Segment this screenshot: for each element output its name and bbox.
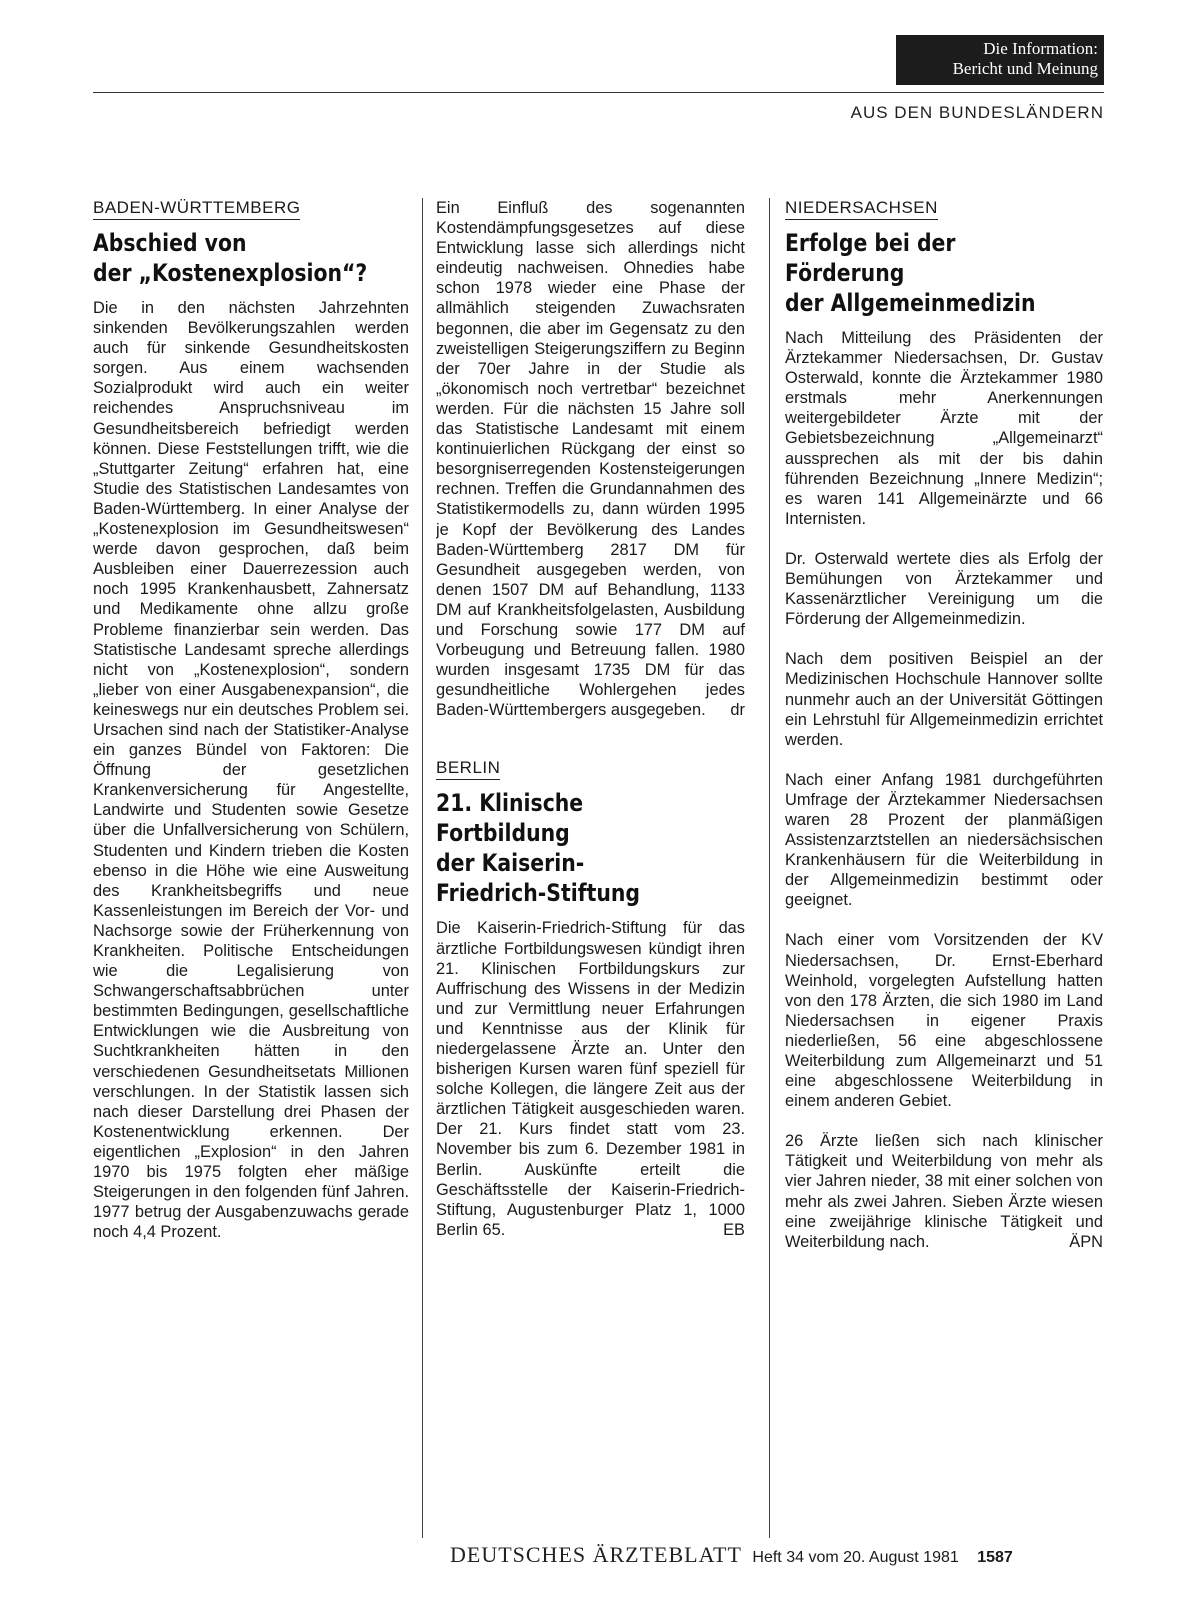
article-berlin-signature: EB: [723, 1220, 745, 1239]
article-ns-headline: [785, 228, 1103, 318]
article-ns-paragraph-5: Nach einer vom Vorsitzenden der KV Niedersachsen, Dr. Ernst-Eberhard Weinhold, vorgelegten Aufstellung hatten von den 178 Ärzten, die sich 1980 im Land Niedersachsen in eigener Praxis niederließen, 56 eine abgeschlossene Weiterbildung zum Allgemeinarzt und 51 eine abgeschlossene Weiterbildung in einem anderen Gebiet.: [785, 931, 1103, 1111]
issue-info: Heft 34 vom 20. August 1981: [752, 1549, 959, 1566]
article-berlin-headline-line4: Friedrich-Stiftung: [436, 879, 640, 908]
article-ns-paragraph-2: Dr. Osterwald wertete dies als Erfolg der Bemühungen von Ärztekammer und Kassenärztlicher Vereinigung um die Förderung der Allgemeinmedizin.: [785, 549, 1103, 629]
article-ns-headline-line3: der Allgemeinmedizin: [785, 289, 1036, 317]
article-ns-paragraph-6: [785, 1131, 1103, 1252]
article-ns-signature: ÄPN: [1069, 1232, 1103, 1251]
page-number: 1587: [977, 1549, 1013, 1566]
rubric-line-1: Die Information:: [983, 39, 1098, 58]
article-bw-body-part2: [436, 198, 745, 720]
article-berlin: [436, 758, 745, 1240]
article-bw-headline: [93, 228, 409, 288]
article-ns-paragraph-3: Nach dem positiven Beispiel an der Medizinischen Hochschule Hannover sollte nunmehr auch an der Universität Göttingen ein Lehrstuhl für Allgemeinmedizin errichtet werden.: [785, 650, 1103, 749]
article-berlin-body-text: Die Kaiserin-Friedrich-Stiftung für das ärztliche Fortbildungswesen kündigt ihren 21. Klinischen Fortbildungskurs zur Auffrischung des Wissens in der Medizin und zur Vermittlung neuer Erfahrungen und Kenntnisse aus der Klinik für niedergelassene Ärzte an. Unter den bisherigen Kursen waren fünf speziell für solche Kollegen, die längere Zeit aus der ärztlichen Tätigkeit ausgeschieden waren. Der 21. Kurs findet statt vom 23. November bis zum 6. Dezember 1981 in Berlin. Auskünfte erteilt die Geschäftsstelle der Kaiserin-Friedrich-Stiftung, Augustenburger Platz 1, 1000 Berlin 65.: [436, 919, 745, 1239]
article-bw-headline-line1: Abschied von: [93, 229, 247, 257]
column-3: [785, 198, 1103, 1538]
column-2: [436, 198, 745, 1538]
section-title: AUS DEN BUNDESLÄNDERN: [850, 103, 1104, 122]
article-bw-headline-line2: der „Kostenexplosion“?: [93, 259, 368, 287]
article-ns-paragraph-4: Nach einer Anfang 1981 durchgeführten Umfrage der Ärztekammer Niedersachsen waren 28 Prozent der planmäßigen Assistenzarztstellen an niedersächsischen Krankenhäusern für die Weiterbildung in der Allgemeinmedizin bestimmt oder geeignet.: [785, 770, 1103, 910]
article-berlin-headline-line1: 21. Klinische: [436, 789, 584, 818]
article-bw-kicker: BADEN-WÜRTTEMBERG: [93, 198, 300, 220]
article-berlin-body: [436, 918, 745, 1240]
article-bw-body-part2-text: Ein Einfluß des sogenannten Kostendämpfungsgesetzes auf diese Entwicklung lasse sich allerdings nicht eindeutig nachweisen. Ohnedies habe schon 1978 wieder eine Phase der allmählich steigenden Zuwachsraten begonnen, die aber im Gegensatz zu den zweistelligen Steigerungsziffern zu Beginn der 70er Jahre in der Studie als „ökonomisch noch vertretbar“ bezeichnet werden. Für die nächsten 15 Jahre soll das Statistische Landesamt mit einem kontinuierlichen Rückgang der einst so besorgniserregenden Kostensteigerungen rechnen. Treffen die Grundannahmen des Statistikermodells zu, dann würden 1995 je Kopf der Bevölkerung des Landes Baden-Württemberg 2817 DM für Gesundheit ausgegeben werden, von denen 1507 DM auf Behandlung, 1133 DM auf Krankheitsfolgelasten, Ausbildung und Forschung sowie 177 DM auf Vorbeugung und Betreuung fallen. 1980 wurden insgesamt 1735 DM für das gesundheitliche Wohlergehen jedes Baden-Württembergers ausgegeben.: [436, 199, 745, 720]
article-ns-kicker: NIEDERSACHSEN: [785, 198, 938, 220]
article-ns-headline-line1: Erfolge bei der: [785, 229, 956, 257]
journal-name: DEUTSCHES ÄRZTEBLATT: [450, 1542, 742, 1567]
article-berlin-headline-line3: der Kaiserin-: [436, 849, 585, 878]
rubric-line-2: Bericht und Meinung: [952, 59, 1098, 78]
page-footer: [450, 1542, 1104, 1572]
article-bw-body-part1: Die in den nächsten Jahrzehnten sinkenden Bevölkerungszahlen werden auch für sinkende Gesundheitskosten sorgen. Aus einem wachsenden Sozialprodukt wird auch ein weiter reichendes Anspruchsniveau im Gesundheitsbereich befriedigt werden können. Diese Feststellungen trifft, wie die „Stuttgarter Zeitung“ erfahren hat, eine Studie des Statistischen Landesamtes von Baden-Württemberg. In einer Analyse der „Kostenexplosion im Gesundheitswesen“ werde davon gesprochen, daß beim Ausbleiben einer Dauerrezession auch noch 1995 Krankenhausbett, Zahnersatz und Medikamente ohne allzu große Probleme finanzierbar sein werden. Das Statistische Landesamt spreche allerdings nicht von „Kostenexplosion“, sondern „lieber von einer Ausgabenexpansion“, die keineswegs nur ein deutsches Problem sei. Ursachen sind nach der Statistiker-Analyse ein ganzes Bündel von Faktoren: Die Öffnung der gesetzlichen Krankenversicherung für Angestellte, Landwirte und Studenten sowie Gesetze über die Unfallversicherung von Schülern, Studenten und Kindern trieben die Kosten ebenso in die Höhe wie eine Ausweitung des Krankheitsbegriffs und neue Kassenleistungen im Bereich der Vor- und Nachsorge sowie der Früherkennung von Krankheiten. Politische Entscheidungen wie die Legalisierung von Schwangerschaftsabbrüchen unter bestimmten Bedingungen, gesellschaftliche Entwicklungen wie die Ausbreitung von Suchtkrankheiten hätten in den verschiedenen Gesundheitsetats Millionen verschlungen. In der Statistik lassen sich nach dieser Darstellung drei Phasen der Kostenentwicklung erkennen. Der eigentlichen „Explosion“ in den Jahren 1970 bis 1975 folgten eher mäßige Steigerungen in den folgenden fünf Jahren. 1977 betrug der Ausgabenzuwachs gerade noch 4,4 Prozent.: [93, 299, 409, 1242]
article-ns-paragraph-1: Nach Mitteilung des Präsidenten der Ärztekammer Niedersachsen, Dr. Gustav Osterwald, konnte die Ärztekammer 1980 erstmals mehr Anerkennungen weitergebildeter Ärzte mit der Gebietsbezeichnung „Allgemeinarzt“ aussprechen als mit der bis dahin führenden Bezeichnung „Innere Medizin“; es waren 141 Allgemeinärzte und 66 Internisten.: [785, 329, 1103, 528]
header-rule: [93, 92, 1104, 93]
article-ns-paragraph-6-text: 26 Ärzte ließen sich nach klinischer Tätigkeit und Weiterbildung von mehr als vier Jahren nieder, 38 mit einer solchen von mehr als zwei Jahren. Sieben Ärzte wiesen eine zweijährige klinische Tätigkeit und Weiterbildung nach.: [785, 1132, 1103, 1251]
article-bw-signature: dr: [730, 701, 745, 720]
article-berlin-kicker: BERLIN: [436, 758, 500, 780]
column-divider-1: [422, 198, 423, 1538]
rubric-badge: [896, 35, 1104, 85]
article-berlin-headline-line2: Fortbildung: [436, 819, 570, 848]
column-divider-2: [769, 198, 770, 1538]
article-berlin-headline: [436, 788, 745, 908]
article-ns-headline-line2: Förderung: [785, 259, 905, 287]
column-1: [93, 198, 409, 1538]
